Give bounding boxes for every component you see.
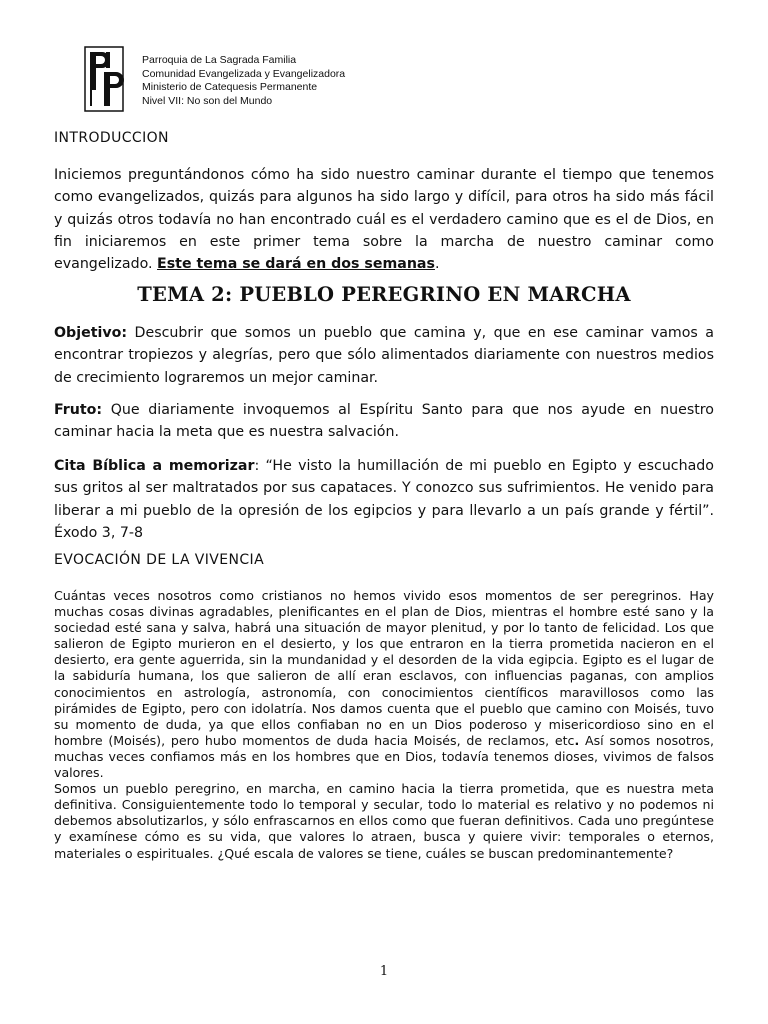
org-line-parish: Parroquia de La Sagrada Familia	[142, 54, 297, 66]
evocacion-paragraph-2: Somos un pueblo peregrino, en marcha, en camino hacia la tierra prometida, que es nuestra meta definitiva. Consiguientemente todo lo temporal y secular, todo lo material es relativo y no podemos ni debemos absolutizarlos, y sólo enfrascarnos en ellos como que fueran definitivos. Cada uno pregúntese y examínese cómo es su vida, que valores lo atraen, busca y quiere vivir: temporales o eternos, materiales o espirituales. ¿Qué escala de valores se tiene, cuáles se buscan predominantemente?	[54, 781, 714, 861]
evocacion-paragraph-1	[54, 588, 714, 781]
intro-text: Iniciemos preguntándonos cómo ha sido nuestro caminar durante el tiempo que tenemos como evangelizados, quizás para algunos ha sido largo y difícil, para otros ha sido más fácil y quizás otros todavía no han encontrado cuál es el verdadero camino que es el de Dios, en fin iniciaremos en este primer tema sobre la marcha de nuestro caminar como evangelizado.	[54, 167, 714, 273]
evocacion-p1-bold: .	[574, 732, 580, 748]
intro-paragraph	[54, 164, 714, 275]
tema-title: TEMA 2: PUEBLO PEREGRINO EN MARCHA	[137, 283, 631, 306]
evocacion-body	[54, 588, 714, 862]
evocacion-p1-tail: Así somos nosotros, muchas veces confiamos más en los hombres que en Dios, todavía tenemos dioses, vivimos de falsos valores.	[54, 732, 714, 781]
cita-label: Cita Bíblica a memorizar	[54, 458, 255, 474]
fruto-label: Fruto:	[54, 402, 103, 418]
org-line-level: Nivel VII: No son del Mundo	[142, 94, 273, 107]
objetivo-paragraph	[54, 322, 714, 389]
page-number: 1	[379, 964, 389, 979]
objetivo-label: Objetivo:	[54, 325, 128, 341]
cita-paragraph	[54, 455, 714, 544]
header	[84, 46, 724, 114]
evocacion-p1-text: Cuántas veces nosotros como cristianos no hemos vivido esos momentos de ser peregrinos. Hay muchas cosas divinas agradables, plenificantes en el plan de Dios, mientras el hombre esté sano y la sociedad esté sana y salva, habrá una situación de mayor plenitud, y por lo tanto de felicidad. Los que salieron de Egipto murieron en el desierto, y los que entraron en la tierra prometida nacieron en el desierto, era gente aguerrida, sin la mundanidad y el desorden de la vida egipcia. Egipto es el lugar de la sabiduría humana, los que salieron de allí eran esclavos, con influencias paganas, con amplios conocimientos en astrología, astronomía, con conocimientos científicos maravillosos como las pirámides de Egipto, pero con idolatría. Nos damos cuenta que el pueblo que camino con Moisés, tuvo su momento de duda, ya que ellos confiaban no en un Dios poderoso y misericordioso sino en el hombre (Moisés), pero hubo momentos de duda hacia Moisés, de reclamos, etc	[54, 588, 714, 748]
objetivo-text: Descubrir que somos un pueblo que camina y, que en ese caminar vamos a encontrar tropiezos y alegrías, pero que sólo alimentados diariamente con nuestros medios de crecimiento lograremos un mejor caminar.	[54, 325, 714, 386]
evocacion-heading: EVOCACIÓN DE LA VIVENCIA	[54, 552, 265, 568]
organization-info	[142, 54, 345, 108]
fruto-paragraph	[54, 399, 714, 444]
intro-emphasis: Este tema se dará en dos semanas	[157, 256, 435, 273]
org-line-community: Comunidad Evangelizada y Evangelizadora	[142, 67, 346, 80]
parish-logo-icon	[84, 46, 124, 112]
intro-heading: INTRODUCCION	[54, 130, 169, 146]
intro-tail: .	[434, 256, 440, 273]
cita-text: : “He visto la humillación de mi pueblo en Egipto y escuchado sus gritos al ser maltratados por sus capataces. Y conozco sus sufrimientos. He venido para liberar a mi pueblo de la opresión de los egipcios y para llevarlo a un país grande y fértil”. Éxodo 3, 7-8	[54, 458, 714, 541]
fruto-text: Que diariamente invoquemos al Espíritu Santo para que nos ayude en nuestro caminar hacia la meta que es nuestra salvación.	[54, 402, 714, 441]
org-line-ministry: Ministerio de Catequesis Permanente	[142, 81, 318, 93]
